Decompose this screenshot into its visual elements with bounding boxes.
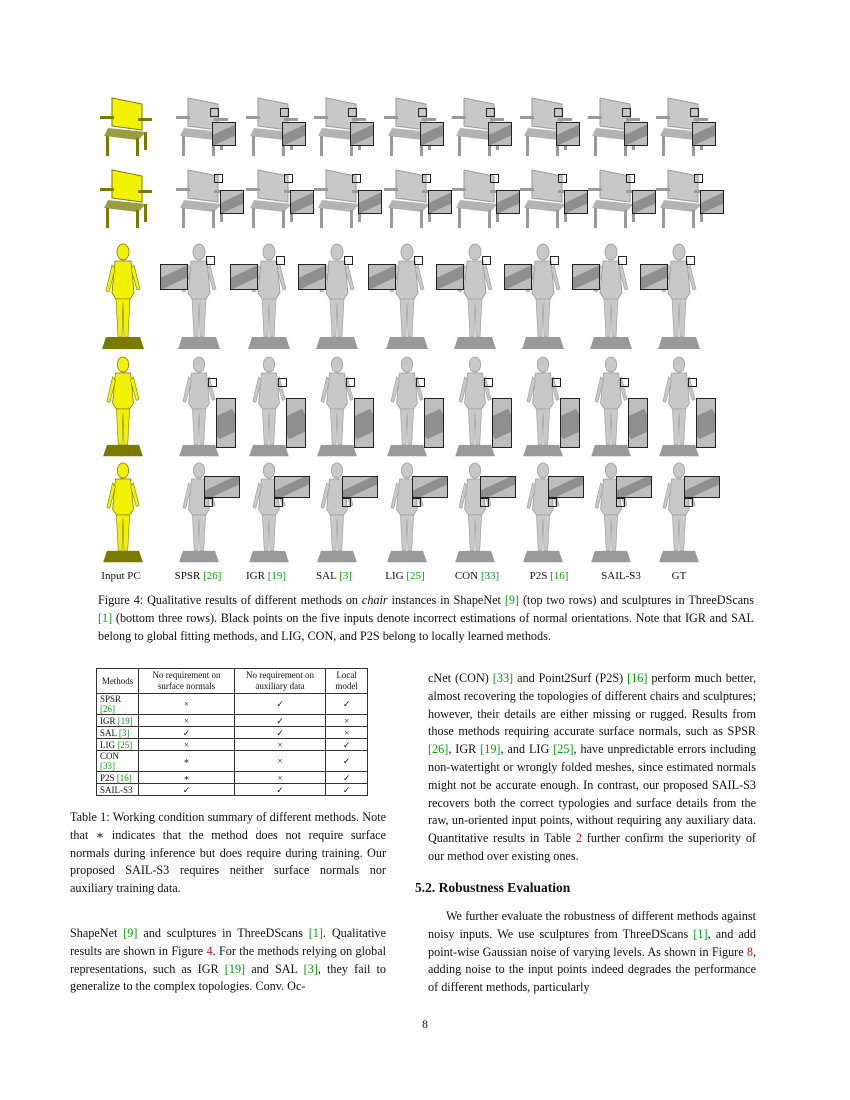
zoom-marker <box>690 108 699 117</box>
reconstruction-render <box>450 94 518 158</box>
column-label <box>455 570 499 582</box>
zoom-marker <box>616 498 625 507</box>
zoom-marker <box>414 256 423 265</box>
input-pointcloud-render <box>98 462 166 566</box>
text: and Point2Surf (P2S) <box>513 671 628 685</box>
reconstruction-render <box>450 242 518 354</box>
column-label <box>672 570 687 582</box>
zoom-marker <box>206 256 215 265</box>
input-pointcloud-render <box>98 94 166 158</box>
text: ShapeNet <box>70 926 124 940</box>
zoom-marker <box>422 174 431 183</box>
reconstruction-render <box>244 242 312 354</box>
table-header: Methods <box>97 669 139 694</box>
reconstruction-render <box>654 462 722 566</box>
right-column-paragraph-2 <box>428 908 756 997</box>
text: perform much better, almost recovering the topologies of different chairs and sculptures; however, their details are either missing or rugged. Results from those methods requiring accurate surface normals, such as SPSR <box>428 671 756 739</box>
zoom-marker <box>688 378 697 387</box>
table-cell: ✓ <box>326 784 368 796</box>
reconstruction-render <box>586 242 654 354</box>
reconstruction-render <box>174 462 242 566</box>
zoom-marker <box>274 498 283 507</box>
zoom-inset <box>488 122 512 146</box>
column-label-text: IGR <box>245 570 268 582</box>
citation-link[interactable]: [33] <box>480 570 500 582</box>
zoom-marker <box>480 498 489 507</box>
reconstruction-render <box>518 94 586 158</box>
reconstruction-render <box>586 94 654 158</box>
reconstruction-render <box>450 462 518 566</box>
table-cell: ✓ <box>326 751 368 772</box>
zoom-marker <box>550 256 559 265</box>
table-link[interactable]: 2 <box>575 831 582 846</box>
zoom-inset <box>560 398 580 448</box>
table-cell: ✓ <box>234 727 325 739</box>
table-header: No requirement on auxiliary data <box>234 669 325 694</box>
zoom-inset <box>616 476 652 498</box>
zoom-marker <box>620 378 629 387</box>
zoom-inset <box>368 264 396 290</box>
citation-link[interactable]: [16] <box>116 772 132 783</box>
column-label <box>316 570 352 582</box>
table-row <box>97 751 368 772</box>
citation-link[interactable]: [26] <box>100 704 115 714</box>
reconstruction-render <box>312 94 380 158</box>
right-column-paragraph-1 <box>428 670 756 866</box>
table-cell: ∗ <box>139 751 235 772</box>
citation-link[interactable]: [19] <box>480 742 501 757</box>
text: , have unpredictable errors including non-watertight or wrongly folded meshes, since estimated normals might not be accurate enough. In contrast, our proposed SAIL-S3 recovers both the correct typologies and surface details from the raw, un-oriented input points, without requiring any auxiliary data. Quantitative results in Table <box>428 742 757 846</box>
column-label-text: SAIL-S3 <box>601 570 641 582</box>
citation-link[interactable]: [16] <box>627 671 648 685</box>
column-label <box>385 570 424 582</box>
column-label-text: Input PC <box>101 570 141 582</box>
page-number: 8 <box>422 1017 428 1031</box>
zoom-marker <box>418 108 427 117</box>
zoom-marker <box>686 256 695 265</box>
citation-link[interactable]: [16] <box>550 570 569 582</box>
zoom-marker <box>348 108 357 117</box>
zoom-inset <box>274 476 310 498</box>
zoom-marker <box>490 174 499 183</box>
zoom-marker <box>626 174 635 183</box>
table-cell: × <box>326 727 368 739</box>
zoom-inset <box>628 398 648 448</box>
reconstruction-render <box>382 356 450 460</box>
zoom-inset <box>480 476 516 498</box>
zoom-inset <box>564 190 588 214</box>
zoom-inset <box>428 190 452 214</box>
method-name: SAIL-S3 <box>100 784 133 795</box>
caption-text: (bottom three rows). Black points on the five inputs denote incorrect estimations of normal orientations. Note that IGR and SAL belong to global fitting methods, and LIG, CON, and P2S belong to locally learned methods. <box>98 611 754 643</box>
citation-link[interactable]: [9] <box>123 926 138 940</box>
reconstruction-render <box>654 164 722 232</box>
column-label-text: CON <box>454 570 481 582</box>
caption-text: instances in ShapeNet <box>387 593 505 607</box>
figure-link[interactable]: 8 <box>746 944 753 959</box>
zoom-inset <box>436 264 464 290</box>
text: We further evaluate the robustness of different methods against noisy inputs. We use sculptures from ThreeDScans <box>428 909 756 941</box>
reconstruction-render <box>174 164 242 232</box>
table-cell: ✓ <box>234 784 325 796</box>
reconstruction-render <box>174 94 242 158</box>
citation-link[interactable]: [26] <box>428 742 449 757</box>
column-label-text: SAL <box>316 570 340 582</box>
text: and SAL <box>245 961 304 976</box>
table-cell-method <box>97 784 139 796</box>
citation-link[interactable]: [33] <box>492 671 514 685</box>
reconstruction-render <box>174 356 242 460</box>
table-cell: ✓ <box>326 739 368 751</box>
zoom-marker <box>554 108 563 117</box>
table-row <box>97 739 368 751</box>
zoom-inset <box>496 190 520 214</box>
table-cell: × <box>326 715 368 727</box>
zoom-marker <box>622 108 631 117</box>
citation-link[interactable]: [33] <box>100 761 115 771</box>
zoom-marker <box>204 498 213 507</box>
table-cell-method <box>97 751 139 772</box>
figure-link[interactable]: 4 <box>206 943 213 958</box>
table-cell-method <box>97 715 139 727</box>
figure-caption <box>98 591 754 645</box>
reconstruction-render <box>174 242 242 354</box>
zoom-marker <box>214 174 223 183</box>
text: further confirm the superiority of our method over existing ones. <box>428 831 756 863</box>
table-cell: × <box>234 739 325 751</box>
text: cNet (CON) <box>428 671 493 685</box>
section-heading: 5.2. Robustness Evaluation <box>415 880 571 895</box>
zoom-inset <box>640 264 668 290</box>
table-cell: ✓ <box>139 727 235 739</box>
citation-link[interactable]: [9] <box>504 593 520 607</box>
zoom-marker <box>416 378 425 387</box>
table-cell-method <box>97 727 139 739</box>
zoom-inset <box>492 398 512 448</box>
reconstruction-render <box>518 164 586 232</box>
reconstruction-render <box>586 462 654 566</box>
zoom-inset <box>350 122 374 146</box>
caption-italic: chair <box>361 593 388 607</box>
zoom-marker <box>548 498 557 507</box>
reconstruction-render <box>382 242 450 354</box>
zoom-marker <box>552 378 561 387</box>
citation-link[interactable]: [25] <box>553 742 574 757</box>
table-row <box>97 715 368 727</box>
zoom-marker <box>558 174 567 183</box>
zoom-inset <box>204 476 240 498</box>
zoom-inset <box>230 264 258 290</box>
citation-link[interactable]: [1] <box>693 926 708 941</box>
reconstruction-render <box>586 356 654 460</box>
table-caption: Table 1: Working condition summary of different methods. Note that ∗ indicates that the method does not require surface normals during inference but does require during training. Our proposed SAIL-S3 requires neither surface normals nor auxiliary training data. <box>70 810 386 896</box>
table-cell: × <box>234 751 325 772</box>
reconstruction-render <box>518 242 586 354</box>
method-name: LIG <box>100 739 118 750</box>
zoom-inset <box>358 190 382 214</box>
zoom-inset <box>412 476 448 498</box>
zoom-inset <box>548 476 584 498</box>
table-cell: ✓ <box>139 784 235 796</box>
table-row <box>97 772 368 784</box>
text: , and add point-wise Gaussian noise of varying levels. As shown in Figure <box>428 926 756 959</box>
reconstruction-render <box>244 462 312 566</box>
reconstruction-render <box>654 242 722 354</box>
table-cell: ∗ <box>139 772 235 784</box>
text: and sculptures in ThreeDScans <box>137 926 309 940</box>
zoom-inset <box>342 476 378 498</box>
table-cell-method <box>97 772 139 784</box>
table-cell: × <box>139 739 235 751</box>
column-label-text: GT <box>671 570 687 582</box>
zoom-inset <box>624 122 648 146</box>
zoom-marker <box>618 256 627 265</box>
reconstruction-render <box>312 462 380 566</box>
citation-link[interactable]: [25] <box>406 570 425 582</box>
table-header: Local model <box>326 669 368 694</box>
table-row <box>97 784 368 796</box>
text: . Qualitative results are shown in Figure <box>70 926 386 958</box>
caption-text: Figure 4: Qualitative results of different methods on <box>98 593 362 607</box>
zoom-marker <box>344 256 353 265</box>
citation-link[interactable]: [19] <box>224 961 246 976</box>
zoom-inset <box>282 122 306 146</box>
method-name: SAL <box>100 727 119 738</box>
zoom-marker <box>352 174 361 183</box>
citation-link[interactable]: [1] <box>98 611 113 625</box>
reconstruction-render <box>244 94 312 158</box>
zoom-marker <box>486 108 495 117</box>
method-name: SPSR <box>100 694 122 704</box>
zoom-inset <box>216 398 236 448</box>
table-cell: × <box>139 694 235 715</box>
method-name: CON <box>100 751 120 761</box>
zoom-inset <box>220 190 244 214</box>
zoom-inset <box>572 264 600 290</box>
column-label <box>601 570 641 582</box>
input-pointcloud-render <box>98 164 166 232</box>
zoom-inset <box>298 264 326 290</box>
column-label <box>175 570 222 582</box>
table-cell-method <box>97 739 139 751</box>
method-name: IGR <box>100 715 118 726</box>
text: , and LIG <box>500 742 554 757</box>
reconstruction-render <box>382 462 450 566</box>
text: , IGR <box>448 742 481 757</box>
table-cell: ✓ <box>326 772 368 784</box>
table-cell: ✓ <box>234 715 325 727</box>
reconstruction-render <box>586 164 654 232</box>
method-name: P2S <box>100 772 117 783</box>
reconstruction-render <box>312 356 380 460</box>
column-label-text: SPSR <box>174 570 204 582</box>
zoom-inset <box>692 122 716 146</box>
zoom-inset <box>696 398 716 448</box>
zoom-marker <box>278 378 287 387</box>
figure-4 <box>98 94 748 564</box>
zoom-inset <box>354 398 374 448</box>
text: , adding noise to the input points indeed degrades the performance of different methods, particularly <box>428 944 756 995</box>
citation-link[interactable]: [3] <box>339 570 352 582</box>
reconstruction-render <box>312 164 380 232</box>
table-header: No requirement on surface normals <box>139 669 235 694</box>
zoom-inset <box>684 476 720 498</box>
zoom-marker <box>412 498 421 507</box>
table-1 <box>96 668 368 796</box>
table-cell: ✓ <box>326 694 368 715</box>
citation-link[interactable]: [1] <box>308 926 323 940</box>
table-cell: × <box>139 715 235 727</box>
zoom-marker <box>482 256 491 265</box>
zoom-inset <box>290 190 314 214</box>
zoom-inset <box>286 398 306 448</box>
citation-link[interactable]: [25] <box>117 739 133 750</box>
zoom-inset <box>212 122 236 146</box>
zoom-marker <box>342 498 351 507</box>
zoom-marker <box>276 256 285 265</box>
caption-text: (top two rows) and sculptures in ThreeDScans <box>519 593 754 607</box>
column-label <box>246 570 286 582</box>
reconstruction-render <box>450 356 518 460</box>
reconstruction-render <box>518 462 586 566</box>
zoom-marker <box>280 108 289 117</box>
column-label <box>101 570 140 582</box>
citation-link[interactable]: [3] <box>303 961 318 976</box>
table-cell: × <box>234 772 325 784</box>
table-cell: ✓ <box>234 694 325 715</box>
zoom-marker <box>484 378 493 387</box>
zoom-inset <box>556 122 580 146</box>
left-column-paragraph <box>70 925 386 996</box>
reconstruction-render <box>382 94 450 158</box>
reconstruction-render <box>450 164 518 232</box>
input-pointcloud-render <box>98 356 166 460</box>
citation-link[interactable]: [19] <box>117 715 133 726</box>
text: , they fail to generalize to the complex topologies. Conv. Oc- <box>70 961 386 994</box>
zoom-inset <box>632 190 656 214</box>
zoom-inset <box>420 122 444 146</box>
column-label-text: LIG <box>385 570 407 582</box>
table-header-row <box>97 669 368 694</box>
zoom-marker <box>694 174 703 183</box>
table-cell-method <box>97 694 139 715</box>
reconstruction-render <box>654 356 722 460</box>
zoom-inset <box>424 398 444 448</box>
reconstruction-render <box>312 242 380 354</box>
input-pointcloud-render <box>98 242 166 354</box>
column-label-text: P2S <box>529 570 551 582</box>
table-row <box>97 694 368 715</box>
citation-link[interactable]: [19] <box>267 570 287 582</box>
zoom-marker <box>346 378 355 387</box>
column-label <box>530 570 569 582</box>
zoom-inset <box>160 264 188 290</box>
reconstruction-render <box>518 356 586 460</box>
reconstruction-render <box>654 94 722 158</box>
zoom-inset <box>700 190 724 214</box>
reconstruction-render <box>382 164 450 232</box>
zoom-marker <box>210 108 219 117</box>
table-row <box>97 727 368 739</box>
zoom-marker <box>684 498 693 507</box>
text: . For the methods relying on global representations, such as IGR <box>70 943 386 976</box>
reconstruction-render <box>244 356 312 460</box>
zoom-marker <box>208 378 217 387</box>
citation-link[interactable]: [26] <box>203 570 222 582</box>
citation-link[interactable]: [3] <box>118 727 130 738</box>
zoom-inset <box>504 264 532 290</box>
reconstruction-render <box>244 164 312 232</box>
zoom-marker <box>284 174 293 183</box>
